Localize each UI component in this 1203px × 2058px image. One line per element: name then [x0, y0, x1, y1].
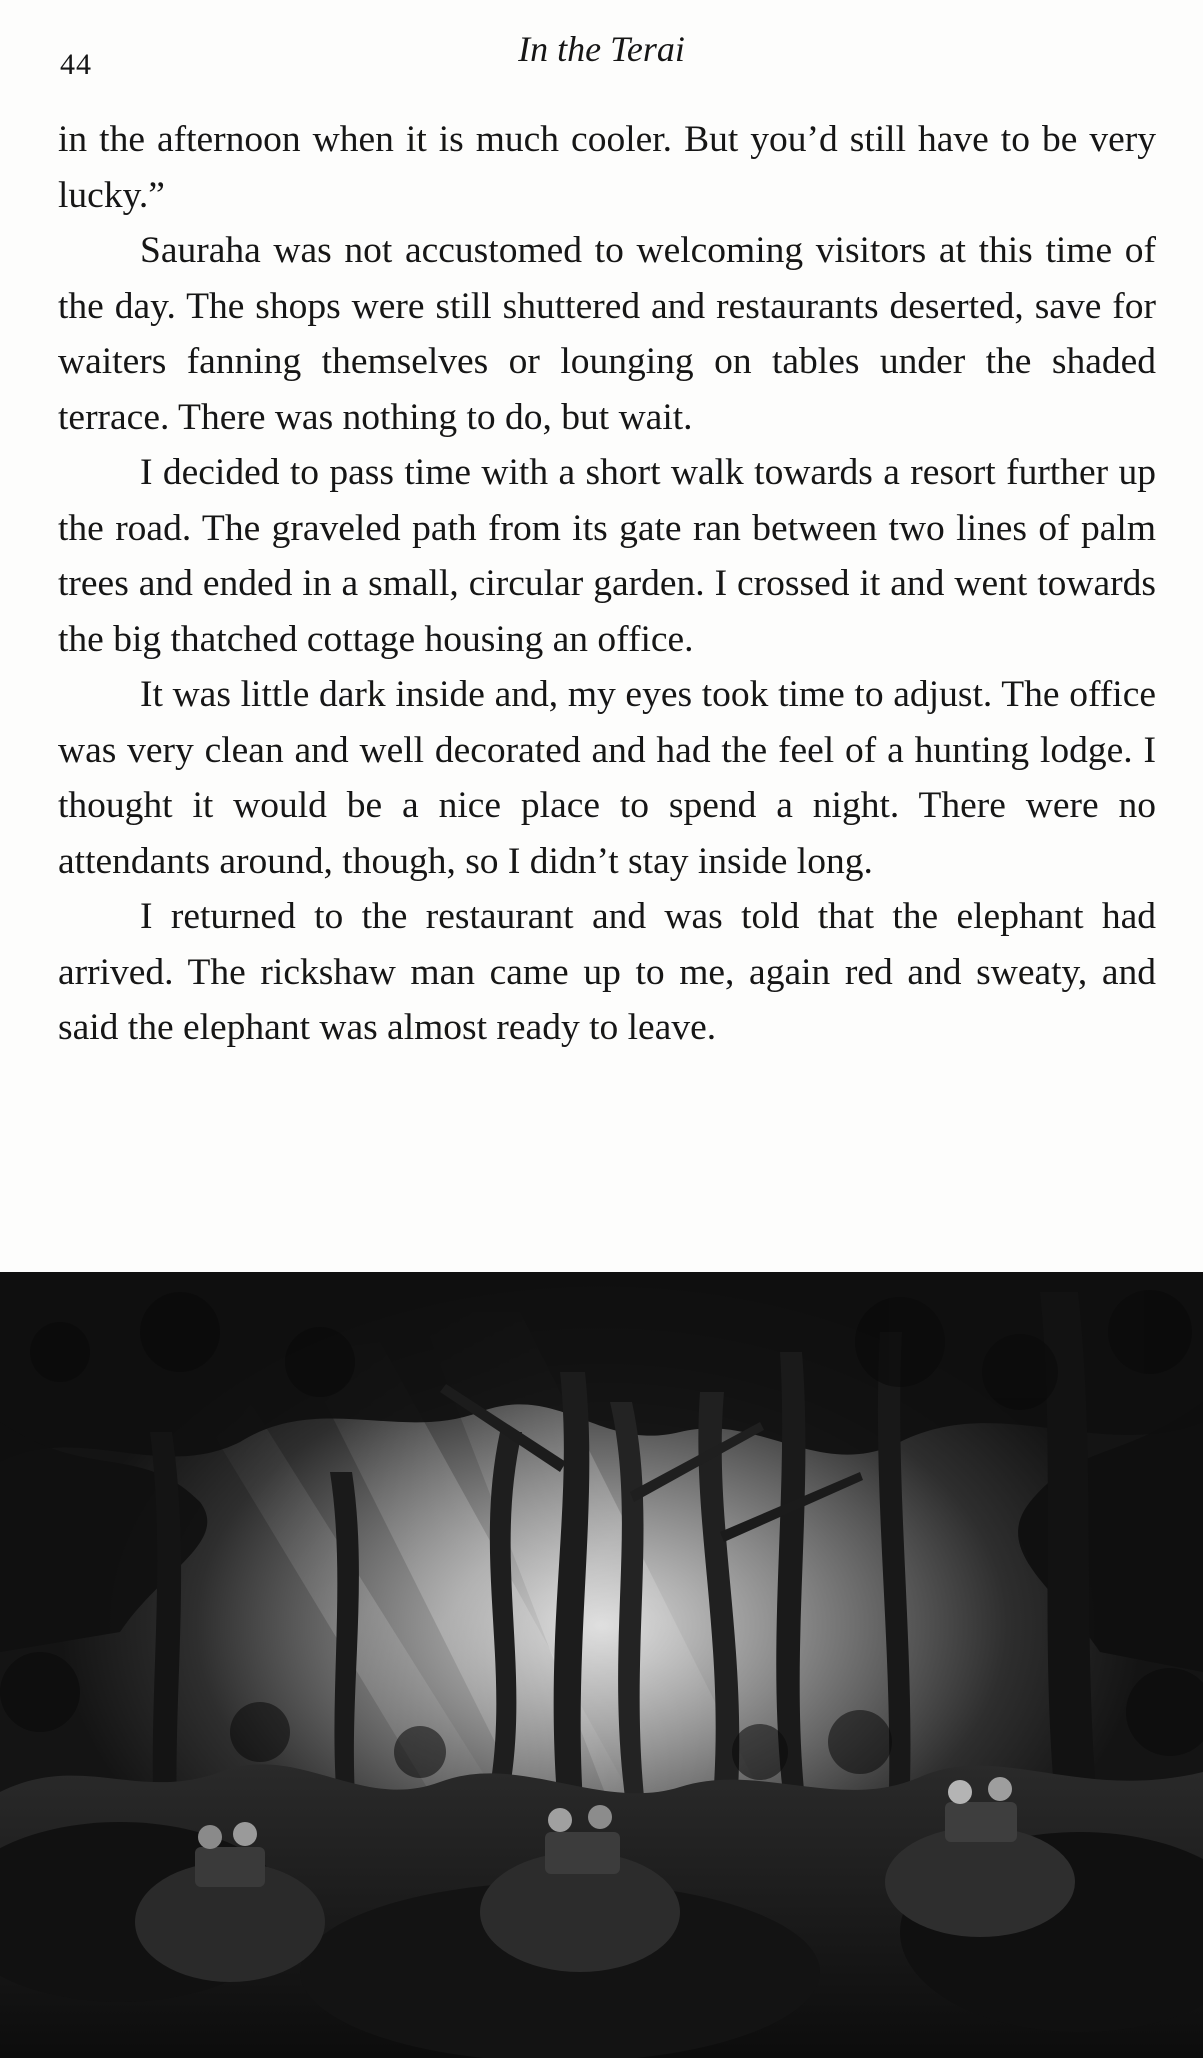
paragraph: I returned to the restaurant and was told that the elephant had arrived. The rickshaw man came up to me, again red and sweaty, and said the elephant was almost ready to leave.: [58, 896, 1156, 1048]
paragraph: Sauraha was not accustomed to welcoming visitors at this time of the day. The shops were still shuttered and restaurants deserted, save for waiters fanning themselves or lounging on tables under the shaded terrace. There was nothing to do, but wait.: [58, 230, 1156, 438]
page-number: 44: [60, 48, 92, 81]
paragraph: in the afternoon when it is much cooler. But you’d still have to be very lucky.”: [58, 119, 1156, 216]
body-text: [58, 112, 1156, 1056]
running-head: [0, 26, 1203, 81]
paragraph: I decided to pass time with a short walk towards a resort further up the road. The graveled path from its gate ran between two lines of palm trees and ended in a small, circular garden. I crossed it and went towards the big thatched cottage housing an office.: [58, 452, 1156, 660]
running-title: In the Terai: [518, 29, 685, 69]
paragraph: It was little dark inside and, my eyes took time to adjust. The office was very clean and well decorated and had the feel of a hunting lodge. I thought it would be a nice place to spend a night. There were no attendants around, though, so I didn’t stay inside long.: [58, 674, 1156, 882]
forest-elephant-safari-photo: [0, 1272, 1203, 2058]
